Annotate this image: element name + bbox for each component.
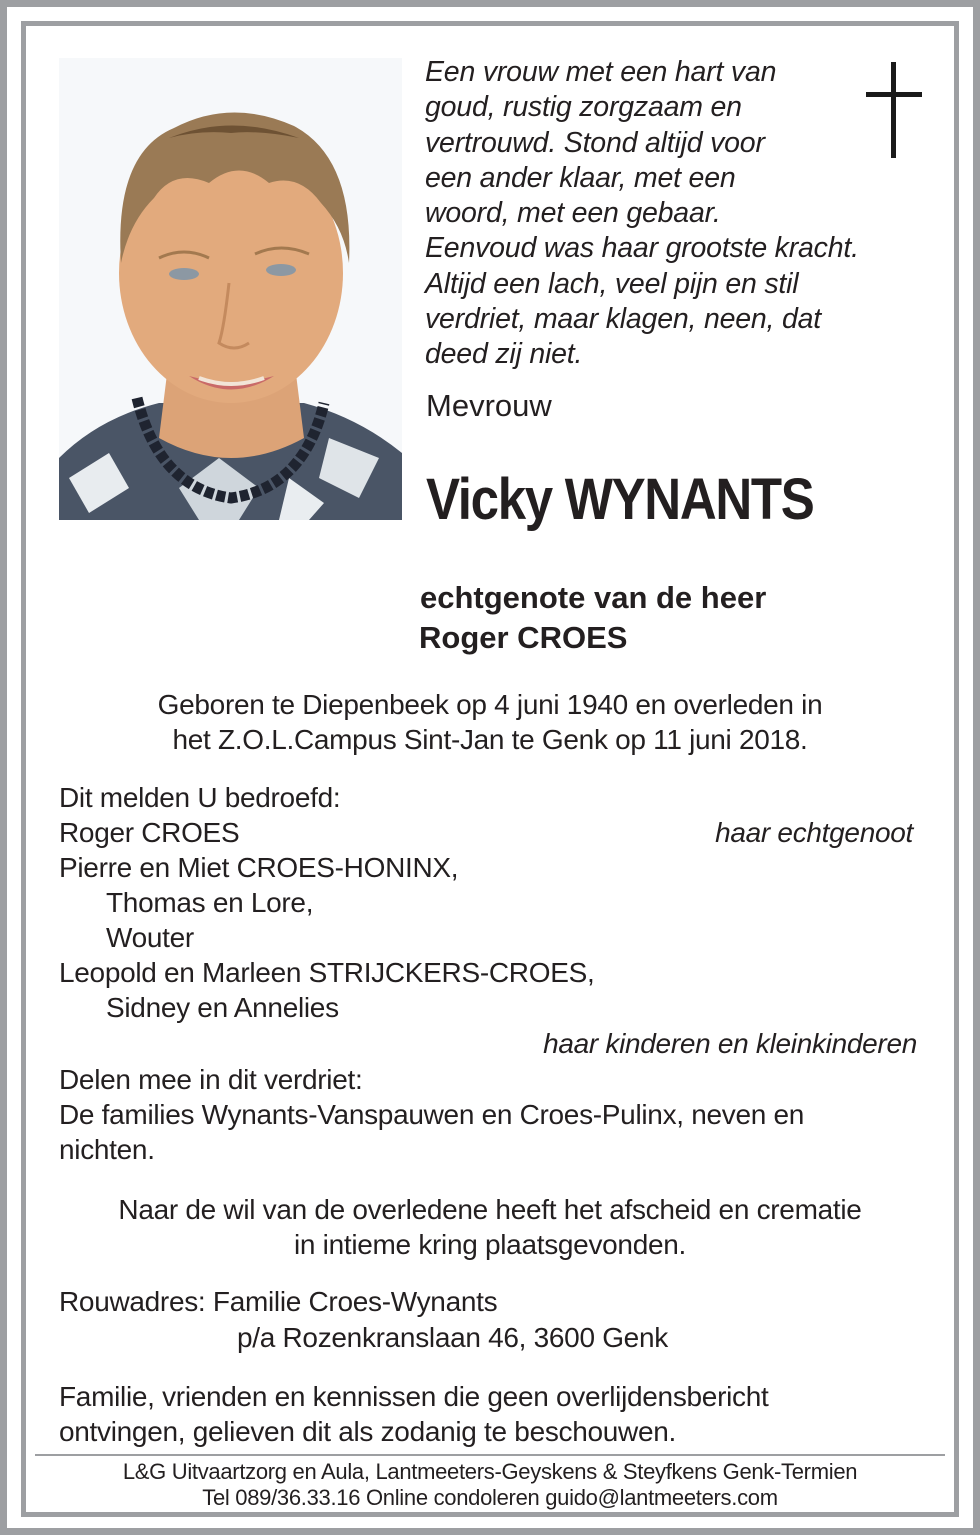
funeral-home-name: L&G Uitvaartzorg en Aula, Lantmeeters-Geyskens & Steyfkens Genk-Termien: [122, 1459, 858, 1484]
sharing-line-1: De families Wynants-Vanspauwen en Croes-Pulinx, neven en: [59, 1099, 805, 1130]
birth-death-line-1: Geboren te Diepenbeek op 4 juni 1940 en overleden in: [157, 689, 823, 720]
notice-line-1: Familie, vrienden en kennissen die geen overlijdensbericht: [59, 1381, 769, 1412]
address-line-1: Rouwadres: Familie Croes-Wynants: [59, 1286, 498, 1317]
family-line: Wouter: [106, 922, 194, 953]
portrait-photo: [59, 58, 402, 520]
poem-line: vertrouwd. Stond altijd voor: [425, 126, 765, 159]
poem-line: deed zij niet.: [425, 338, 583, 371]
deceased-name: Vicky WYNANTS: [426, 467, 814, 532]
family-line: Pierre en Miet CROES-HONINX,: [59, 852, 459, 883]
family-line: Leopold en Marleen STRIJCKERS-CROES,: [59, 957, 595, 988]
spouse-line-1: echtgenote van de heer: [420, 580, 767, 615]
notice-line-2: ontvingen, gelieven dit als zodanig te beschouwen.: [59, 1416, 676, 1447]
poem-line: Een vrouw met een hart van: [425, 56, 777, 88]
sharing-intro: Delen mee in dit verdriet:: [59, 1064, 363, 1095]
poem-line: een ander klaar, met een: [425, 161, 736, 194]
poem-line: woord, met een gebaar.: [425, 197, 721, 230]
family-line: Sidney en Annelies: [106, 992, 339, 1023]
funeral-home-contact: Tel 089/36.33.16 Online condoleren guido@lantmeeters.com: [202, 1485, 778, 1510]
spouse-info: [419, 578, 766, 658]
children-relation: haar kinderen en kleinkinderen: [543, 1028, 917, 1059]
birth-death-line-2: het Z.O.L.Campus Sint-Jan te Genk op 11 juni 2018.: [172, 724, 808, 755]
cross-icon: [866, 62, 922, 158]
address-line-2: p/a Rozenkranslaan 46, 3600 Genk: [237, 1322, 668, 1353]
birth-death-info: [40, 687, 940, 757]
farewell-line-1: Naar de wil van de overledene heeft het afscheid en crematie: [118, 1194, 862, 1225]
spouse-name: Roger CROES: [59, 817, 240, 848]
announcement-intro: Dit melden U bedroefd:: [59, 782, 341, 813]
portrait-image: [59, 58, 402, 520]
memorial-poem: [425, 55, 859, 373]
poem-line: goud, rustig zorgzaam en: [425, 91, 742, 124]
spouse-relation: haar echtgenoot: [715, 817, 913, 848]
poem-line: verdriet, maar klagen, neen, dat: [425, 303, 821, 336]
footer-divider: [35, 1454, 945, 1456]
poem-line: Eenvoud was haar grootste kracht.: [425, 232, 859, 265]
family-line: Thomas en Lore,: [106, 887, 314, 918]
spouse-line-2: Roger CROES: [419, 620, 628, 655]
title-prefix: Mevrouw: [426, 388, 552, 423]
farewell-info: [40, 1192, 940, 1262]
farewell-line-2: in intieme kring plaatsgevonden.: [294, 1229, 686, 1260]
sharing-line-2: nichten.: [59, 1134, 155, 1165]
poem-line: Altijd een lach, veel pijn en stil: [425, 267, 799, 300]
